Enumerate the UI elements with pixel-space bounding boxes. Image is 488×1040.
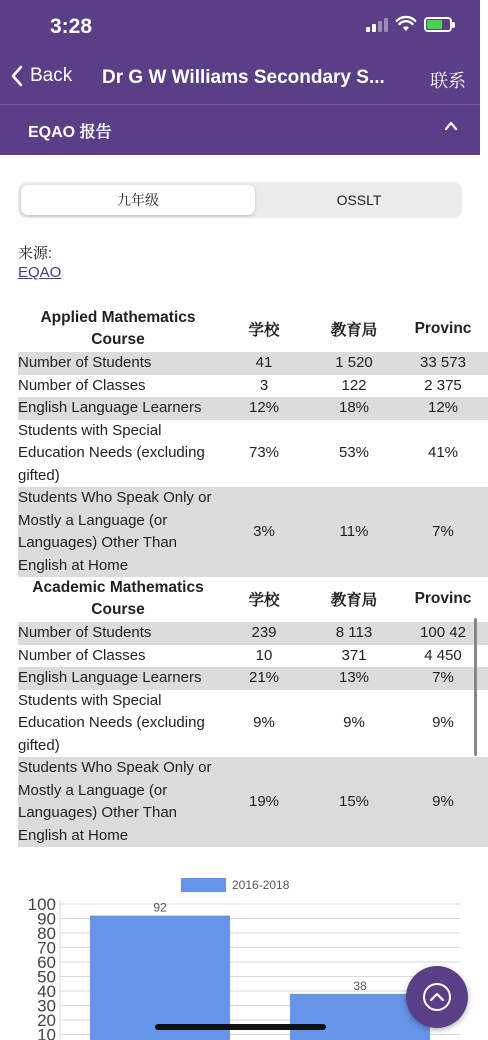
y-tick-label: 30 <box>37 997 56 1016</box>
cell-board: 13% <box>310 667 398 690</box>
column-header-school: 学校 <box>218 575 310 622</box>
tab-osslt[interactable]: OSSLT <box>258 185 460 215</box>
cell-board: 1 520 <box>310 352 398 375</box>
row-label: Number of Students <box>18 622 218 645</box>
y-tick-label: 50 <box>37 968 56 987</box>
table-header-row <box>18 305 488 352</box>
cell-school: 21% <box>218 667 310 690</box>
scrollbar-thumb[interactable] <box>474 618 477 756</box>
cell-board: 11% <box>310 487 398 577</box>
row-label: Students Who Speak Only or Mostly a Language (or Languages) Other Than English at Home <box>18 757 218 847</box>
cell-school: 41 <box>218 352 310 375</box>
column-header-board: 教育局 <box>310 575 398 622</box>
table-row <box>18 622 488 645</box>
scroll-to-top-button[interactable] <box>406 966 468 1028</box>
cell-board: 15% <box>310 757 398 847</box>
cell-province: 33 573 <box>398 352 488 375</box>
cell-school: 239 <box>218 622 310 645</box>
cell-board: 18% <box>310 397 398 420</box>
y-tick-label: 70 <box>37 939 56 958</box>
cell-province: 4 450 <box>398 645 488 668</box>
cell-school: 12% <box>218 397 310 420</box>
section-title: EQAO 报告 <box>28 119 112 142</box>
y-tick-label: 20 <box>37 1011 56 1030</box>
row-label: Students with Special Education Needs (excluding gifted) <box>18 420 218 488</box>
contact-button[interactable]: 联系 <box>430 67 466 93</box>
signal-icon <box>366 16 388 32</box>
column-header-province: Provinc <box>398 575 488 622</box>
y-tick-label: 60 <box>37 953 56 972</box>
row-label: English Language Learners <box>18 667 218 690</box>
wifi-icon <box>396 17 416 32</box>
bar-value-label: 92 <box>153 901 167 915</box>
back-button[interactable] <box>10 65 72 87</box>
cell-province: 9% <box>398 757 488 847</box>
bar[interactable] <box>90 916 230 1040</box>
cell-board: 371 <box>310 645 398 668</box>
cell-board: 8 113 <box>310 622 398 645</box>
back-label: Back <box>30 65 72 87</box>
cell-school: 9% <box>218 690 310 758</box>
cell-province: 100 42 <box>398 622 488 645</box>
y-tick-label: 100 <box>28 895 56 914</box>
battery-icon <box>424 17 452 32</box>
table-row <box>18 420 488 488</box>
nav-bar <box>0 55 480 101</box>
y-tick-label: 40 <box>37 982 56 1001</box>
status-bar <box>0 0 480 52</box>
row-label: English Language Learners <box>18 397 218 420</box>
table-row <box>18 352 488 375</box>
table-title: Academic Mathematics Course <box>18 575 218 622</box>
cell-school: 3 <box>218 375 310 398</box>
table-row <box>18 690 488 758</box>
column-header-board: 教育局 <box>310 305 398 352</box>
status-time: 3:28 <box>50 15 92 39</box>
table-row <box>18 375 488 398</box>
home-indicator <box>155 1024 326 1030</box>
row-label: Number of Students <box>18 352 218 375</box>
y-tick-label: 90 <box>37 910 56 929</box>
table-title: Applied Mathematics Course <box>18 305 218 352</box>
row-label: Number of Classes <box>18 645 218 668</box>
cell-school: 19% <box>218 757 310 847</box>
cell-province: 12% <box>398 397 488 420</box>
table-row <box>18 487 488 577</box>
row-label: Students with Special Education Needs (excluding gifted) <box>18 690 218 758</box>
cell-province: 9% <box>398 690 488 758</box>
bar-value-label: 38 <box>353 979 367 993</box>
cell-school: 10 <box>218 645 310 668</box>
row-label: Students Who Speak Only or Mostly a Language (or Languages) Other Than English at Home <box>18 487 218 577</box>
status-icons <box>366 16 452 32</box>
table-row <box>18 645 488 668</box>
y-tick-label: 80 <box>37 924 56 943</box>
cell-school: 73% <box>218 420 310 488</box>
cell-board: 122 <box>310 375 398 398</box>
y-tick-label: 10 <box>37 1026 56 1040</box>
cell-province: 2 375 <box>398 375 488 398</box>
row-label: Number of Classes <box>18 375 218 398</box>
cell-province: 41% <box>398 420 488 488</box>
grade-segmented-control <box>18 182 462 218</box>
chevron-up-icon[interactable] <box>444 119 458 133</box>
cell-province: 7% <box>398 667 488 690</box>
table-row <box>18 757 488 847</box>
legend-label: 2016-2018 <box>232 878 289 892</box>
academic-math-table <box>18 575 462 847</box>
section-header[interactable] <box>0 104 480 154</box>
chevron-left-icon <box>10 65 24 87</box>
source-link[interactable]: EQAO <box>18 264 61 281</box>
tab-grade-9[interactable]: 九年级 <box>21 185 255 215</box>
column-header-province: Provinc <box>398 305 488 352</box>
cell-province: 7% <box>398 487 488 577</box>
page-title: Dr G W Williams Secondary S... <box>102 67 392 89</box>
chevron-up-circle-icon <box>406 966 468 1028</box>
source-label: 来源: <box>18 242 52 263</box>
table-row <box>18 397 488 420</box>
app-header <box>0 0 480 155</box>
table-header-row <box>18 575 488 622</box>
cell-school: 3% <box>218 487 310 577</box>
cell-board: 9% <box>310 690 398 758</box>
column-header-school: 学校 <box>218 305 310 352</box>
table-row <box>18 667 488 690</box>
cell-board: 53% <box>310 420 398 488</box>
applied-math-table <box>18 305 462 577</box>
